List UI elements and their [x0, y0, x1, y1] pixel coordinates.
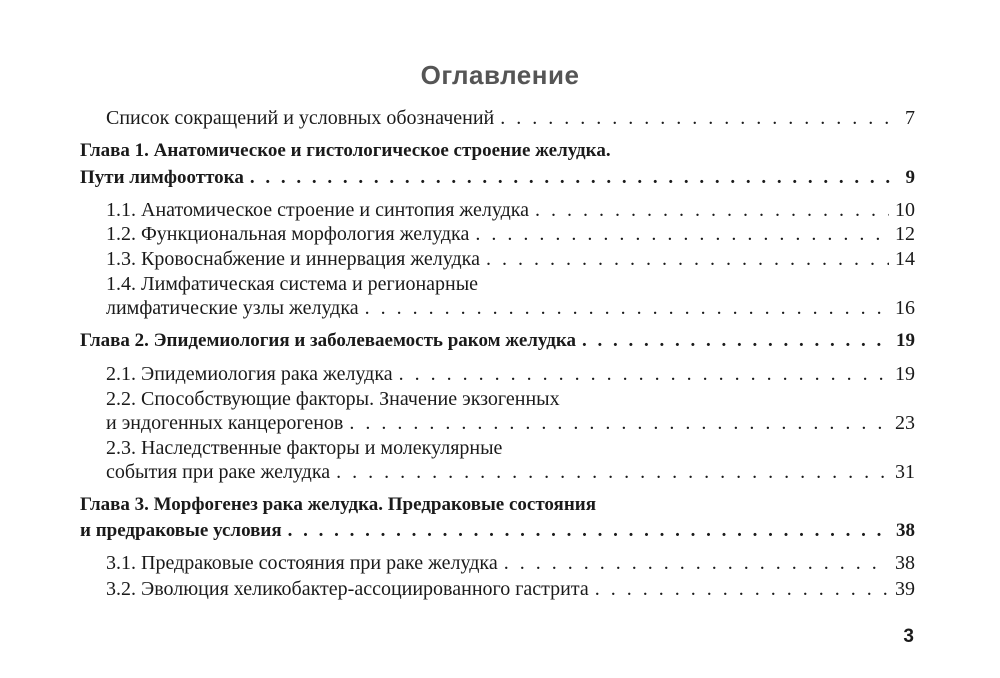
leader-dots: [475, 222, 889, 246]
leader-dots: [500, 106, 899, 130]
toc-chapter-2: [80, 329, 915, 353]
toc-chapter-1: [80, 166, 915, 190]
page-title: Оглавление: [420, 60, 580, 90]
toc-entry-text: Пути лимфооттока: [80, 167, 244, 188]
toc-entry-text: 1.2. Функциональная морфология желудка: [106, 223, 470, 245]
toc-chapter-1-line1: Глава 1. Анатомическое и гистологическое строение желудка.: [80, 140, 611, 161]
leader-dots: [250, 166, 900, 190]
toc-entry-text: 1.1. Анатомическое строение и синтопия желудка: [106, 199, 530, 221]
toc-chapter-3: [80, 519, 915, 543]
toc-page-number: 12: [895, 223, 915, 245]
toc-entry-abbreviations: [106, 106, 915, 130]
toc-entry-text: Глава 2. Эпидемиология и заболеваемость раком желудка: [80, 330, 577, 351]
toc-entry-2-3: [106, 460, 915, 484]
leader-dots: [486, 247, 889, 271]
toc-page-number: 19: [895, 363, 915, 385]
toc-entry-text: 3.1. Предраковые состояния при раке желудка: [106, 552, 498, 574]
leader-dots: [288, 519, 890, 543]
page-number: 3: [903, 626, 914, 647]
toc-entry-2-2: [106, 411, 915, 435]
leader-dots: [365, 296, 889, 320]
toc-page-number: 10: [895, 199, 915, 221]
toc-entry-text: события при раке желудка: [106, 461, 331, 483]
toc-entry-3-2: [106, 577, 915, 601]
leader-dots: [582, 329, 890, 353]
toc-page-number: 19: [896, 330, 915, 351]
leader-dots: [504, 551, 889, 575]
toc-entry-text: и предраковые условия: [80, 520, 282, 541]
toc-entry-2-1: [106, 362, 915, 386]
toc-entry-2-3-line1: 2.3. Наследственные факторы и молекулярные: [106, 437, 503, 459]
toc-page-number: 23: [895, 412, 915, 434]
toc-entry-1-1: [106, 198, 915, 222]
leader-dots: [349, 411, 889, 435]
leader-dots: [336, 460, 889, 484]
toc-page-number: 7: [905, 107, 915, 129]
toc-entry-1-4: [106, 296, 915, 320]
toc-page-number: 9: [905, 167, 915, 188]
toc-page-number: 38: [896, 520, 915, 541]
toc-entry-1-2: [106, 222, 915, 246]
leader-dots: [595, 577, 889, 601]
toc-entry-text: 2.1. Эпидемиология рака желудка: [106, 363, 393, 385]
leader-dots: [399, 362, 889, 386]
toc-entry-text: и эндогенных канцерогенов: [106, 412, 344, 434]
toc-page-number: 31: [895, 461, 915, 483]
toc-entry-text: лимфатические узлы желудка: [106, 297, 359, 319]
toc-page-number: 38: [895, 552, 915, 574]
toc-entry-1-4-line1: 1.4. Лимфатическая система и регионарные: [106, 273, 479, 295]
toc-entry-text: Список сокращений и условных обозначений: [106, 107, 495, 129]
toc-entry-3-1: [106, 551, 915, 575]
toc-page-number: 14: [895, 248, 915, 270]
toc-page-number: 16: [895, 297, 915, 319]
toc-entry-text: 3.2. Эволюция хеликобактер-ассоциированного гастрита: [106, 578, 589, 600]
leader-dots: [535, 198, 889, 222]
toc-entry-text: 1.3. Кровоснабжение и иннервация желудка: [106, 248, 480, 270]
toc-entry-1-3: [106, 247, 915, 271]
toc-entry-2-2-line1: 2.2. Способствующие факторы. Значение экзогенных: [106, 388, 560, 410]
toc-chapter-3-line1: Глава 3. Морфогенез рака желудка. Предраковые состояния: [80, 494, 597, 515]
toc-page-number: 39: [895, 578, 915, 600]
